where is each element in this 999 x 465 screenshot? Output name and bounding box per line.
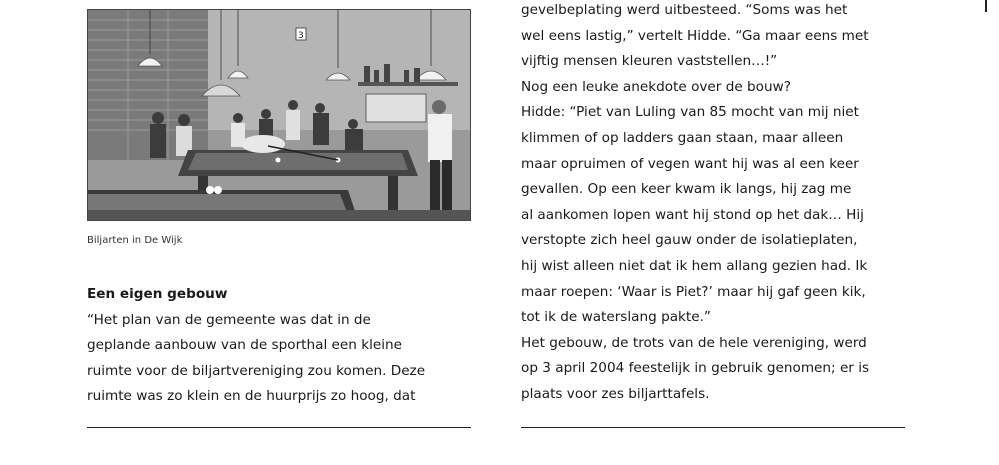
text-line: maar opruimen of vegen want hij was al een keer: [521, 155, 859, 172]
left-column: [87, 282, 487, 410]
text-line: ruimte was zo klein en de huurprijs zo hoog, dat: [87, 388, 416, 405]
text-line: geplande aanbouw van de sporthal een kleine: [87, 337, 402, 354]
billiards-photo: [87, 9, 471, 221]
text-line: gevallen. Op een keer kwam ik langs, hij zag me: [521, 181, 852, 198]
right-divider: [521, 427, 905, 428]
text-line: vijftig mensen kleuren vaststellen…!”: [521, 53, 778, 70]
text-line: hij wist alleen niet dat ik hem allang gezien had. Ik: [521, 257, 868, 274]
text-line: verstopte zich heel gauw onder de isolatieplaten,: [521, 232, 858, 249]
text-line: ruimte voor de biljartvereniging zou komen. Deze: [87, 362, 426, 379]
text-line: gevelbeplating werd uitbesteed. “Soms was het: [521, 2, 848, 18]
right-column: [521, 0, 931, 408]
text-line: “Het plan van de gemeente was dat in de: [87, 311, 371, 328]
text-line: Het gebouw, de trots van de hele vereniging, werd: [521, 334, 867, 351]
text-line: plaats voor zes biljarttafels.: [521, 385, 710, 402]
text-line: tot ik de waterslang pakte.”: [521, 309, 711, 326]
text-line: wel eens lastig,” vertelt Hidde. “Ga maar eens met: [521, 27, 869, 44]
text-line: al aankomen lopen want hij stond op het dak… Hij: [521, 206, 864, 223]
text-line: klimmen of op ladders gaan staan, maar alleen: [521, 129, 844, 146]
text-line: maar roepen: ‘Waar is Piet?’ maar hij gaf geen kik,: [521, 283, 866, 300]
page-edge-mark: [985, 0, 987, 12]
section-heading: Een eigen gebouw: [87, 286, 228, 302]
left-divider: [87, 427, 471, 428]
photo-sign-number: 3: [298, 31, 304, 41]
text-line: Nog een leuke anekdote over de bouw?: [521, 78, 791, 95]
text-line: op 3 april 2004 feestelijk in gebruik genomen; er is: [521, 360, 870, 377]
text-line: Hidde: “Piet van Luling van 85 mocht van mij niet: [521, 104, 859, 121]
photo-caption: Biljarten in De Wijk: [87, 235, 183, 246]
